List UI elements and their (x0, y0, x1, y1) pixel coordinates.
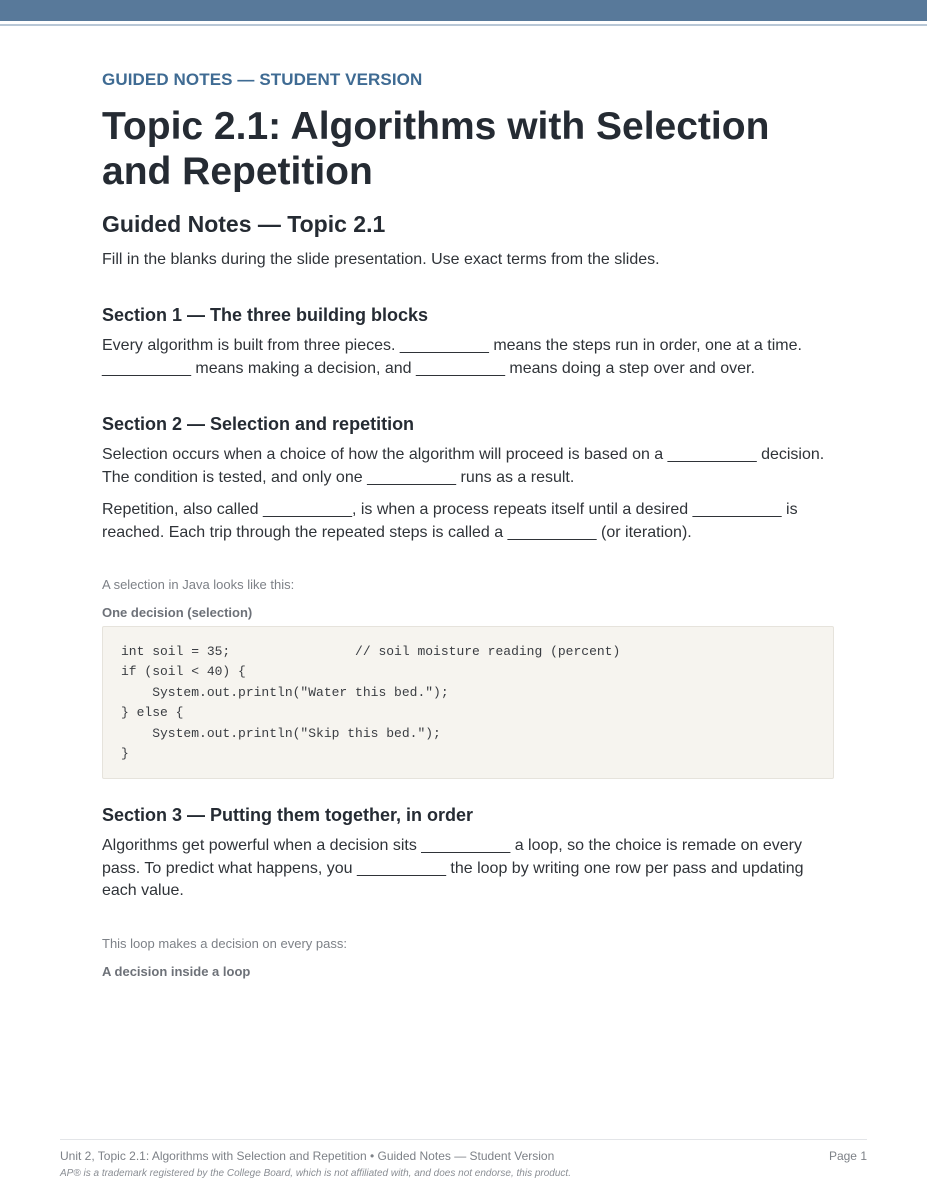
section-3 (102, 803, 832, 981)
code-line: if (soil < 40) { (121, 664, 246, 680)
page-title: Topic 2.1: Algorithms with Selection and Repetition (102, 105, 770, 193)
code-line: System.out.println("Skip this bed."); (121, 725, 441, 741)
section-2-code-title: One decision (selection) (102, 605, 253, 620)
intro-instructions: Fill in the blanks during the slide presentation. Use exact terms from the slides. (102, 251, 660, 268)
footer-trademark-note: AP® is a trademark registered by the College Board, which is not affiliated with, and does not endorse, this product. (60, 1168, 571, 1179)
code-line: } else { (121, 705, 184, 721)
section-3-paragraph: Algorithms get powerful when a decision sits __________ a loop, so the choice is remade on every pass. To predict what happens, you __________ the loop by writing one row per pass and updating each value. (102, 837, 804, 900)
section-2-paragraph-repetition: Repetition, also called __________, is when a process repeats itself until a desired __________ is reached. Each trip through the repeated steps is called a __________ (or iteration). (102, 501, 798, 541)
section-3-code-title: A decision inside a loop (102, 963, 251, 979)
footer-row (60, 1148, 867, 1164)
section-1-heading: Section 1 — The three building blocks (102, 305, 429, 325)
section-2-code-caption: A selection in Java looks like this: (102, 577, 295, 592)
document-eyebrow: GUIDED NOTES — STUDENT VERSION (102, 70, 423, 89)
section-3-heading: Section 3 — Putting them together, in order (102, 805, 474, 826)
footer-document-label: Unit 2, Topic 2.1: Algorithms with Selection and Repetition • Guided Notes — Student Version (60, 1149, 555, 1163)
page-footer (60, 1139, 867, 1182)
top-divider (0, 24, 927, 26)
section-2 (102, 412, 832, 779)
selection-code-block (102, 626, 834, 779)
document-body (102, 68, 832, 985)
page-subtitle: Guided Notes — Topic 2.1 (102, 211, 386, 237)
footer-page-number: Page 1 (828, 1149, 867, 1163)
section-3-code-caption: This loop makes a decision on every pass: (102, 935, 347, 951)
code-line: } (121, 745, 129, 761)
section-1 (102, 303, 832, 380)
section-2-heading: Section 2 — Selection and repetition (102, 414, 415, 434)
top-color-band (0, 0, 927, 21)
code-line: int soil = 35; // soil moisture reading (percent) (121, 644, 621, 659)
code-line: System.out.println("Water this bed."); (121, 684, 449, 700)
section-2-paragraph-selection: Selection occurs when a choice of how the algorithm will proceed is based on a __________ decision. The condition is tested, and only one __________ runs as a result. (102, 446, 825, 486)
section-1-paragraph: Every algorithm is built from three pieces. __________ means the steps run in order, one at a time. __________ means making a decision, and __________ means doing a step over and over. (102, 337, 802, 377)
